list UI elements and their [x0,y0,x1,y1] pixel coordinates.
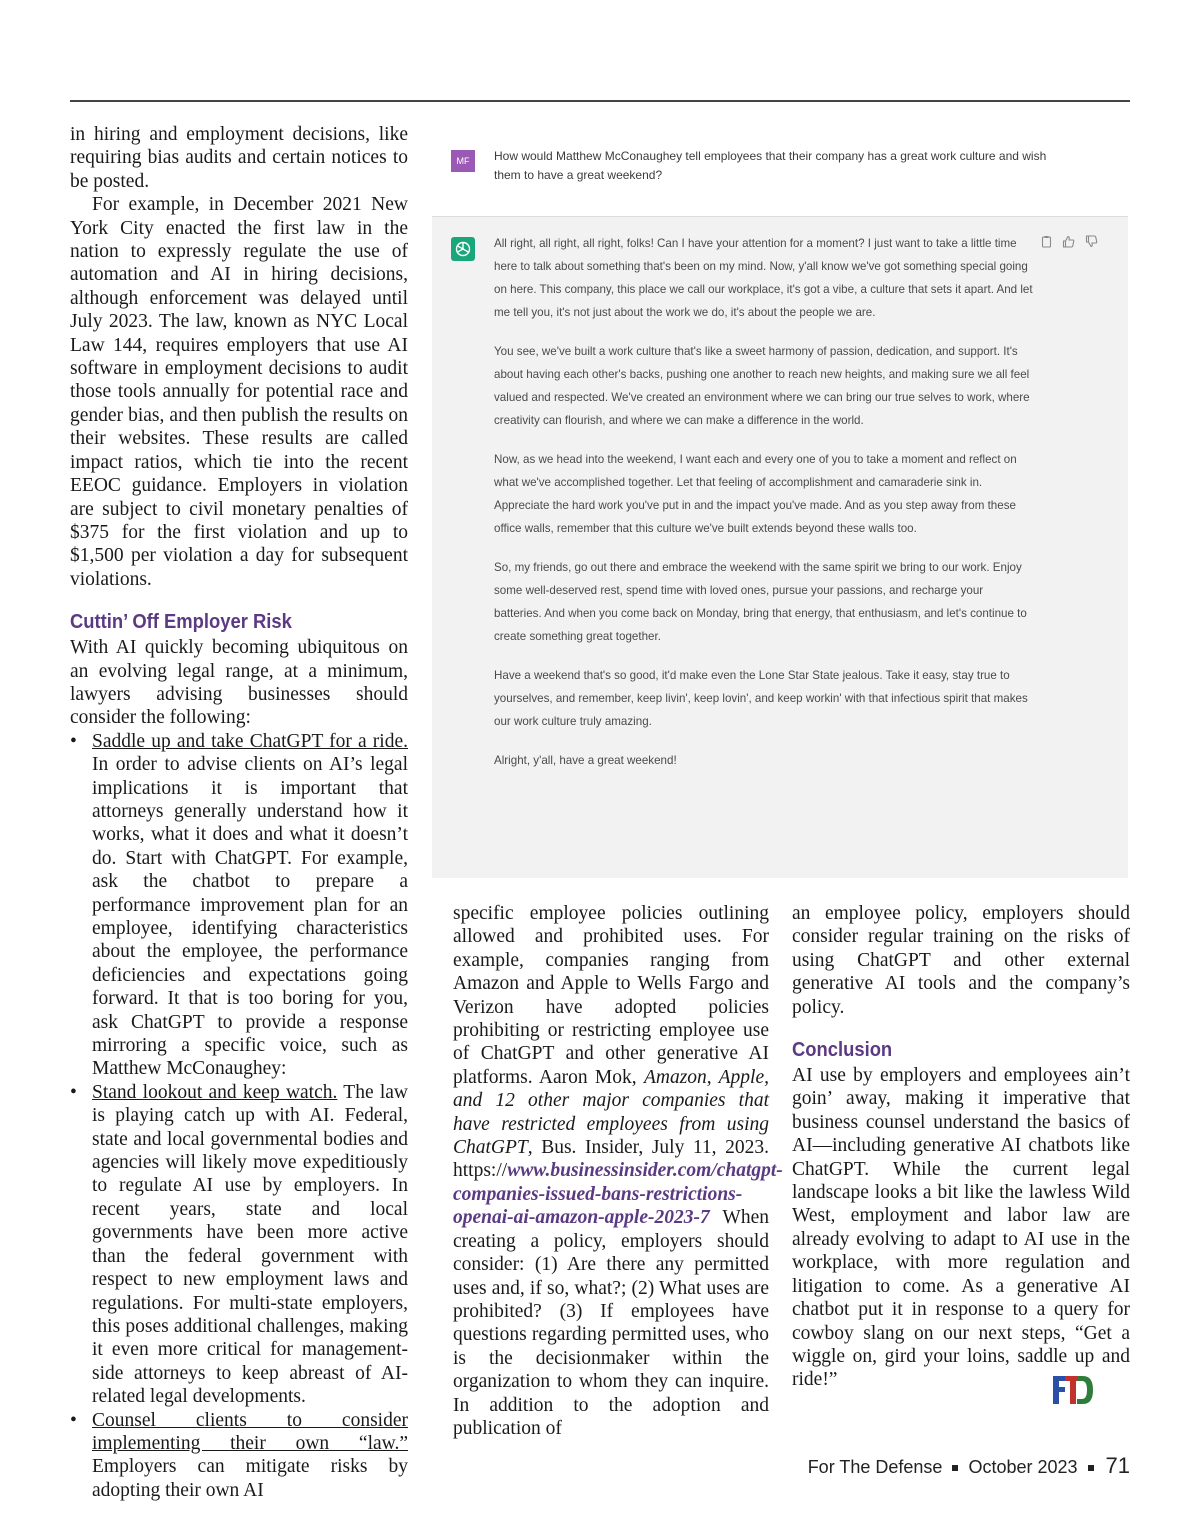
paragraph: With AI quickly becoming ubiquitous on an evolving legal range, at a minimum, lawyers advising businesses should consider the following: [70,637,408,729]
ftd-logo-icon [1051,1374,1095,1406]
column-2 [453,902,783,1440]
user-prompt [432,126,1128,217]
text-run: When creating a policy, employers should consider: (1) Are there any permitted uses and, if so, what?; (2) What uses are prohibited? (3) If employees have questions regarding permitted uses, who is the decisionmaker within the organization to whom they can inquire. In addition to the adoption and publication of [453,1207,769,1439]
bullet-text: Employers can mitigate risks by adopting their own AI [92,1456,408,1501]
separator-square-icon [1088,1465,1094,1471]
paragraph [453,902,783,1440]
list-item [70,1081,408,1409]
paragraph: an employee policy, employers should consider regular training on the risks of using ChatGPT and other external generative AI tools and the company’s policy. [792,903,1130,1018]
citation-link[interactable]: www.businessinsider.com/chatgpt-companies-issued-bans-restrictions-openai-ai-amazon-apple-2023-7 [453,1160,783,1229]
column-1 [70,123,408,1502]
chatgpt-screenshot [432,126,1128,878]
section-heading: Conclusion [792,1039,893,1062]
thumbs-down-icon[interactable] [1085,235,1098,248]
response-paragraph: Have a weekend that's so good, it'd make even the Lone Star State jealous. Take it easy, stay true to yourselves, and remember, keep livin', keep lovin', and keep workin' with that infectious spirit that makes our work culture truly amazing. [494,669,1028,728]
user-avatar: MF [451,150,475,172]
separator-square-icon [952,1465,958,1471]
bullet-list [70,730,408,1502]
thumbs-up-icon[interactable] [1062,235,1075,248]
page-number: 71 [1105,1453,1130,1478]
bullet-text: The law is playing catch up with AI. Federal, state and local governmental bodies and agencies will likely move expeditiously to regulate AI use by employers. In recent years, state and local governments have been more active than the federal government with respect to new employment laws and regulations. For multi-state employers, this poses additional challenges, making it even more critical for management-side attorneys to keep abreast of AI-related legal developments. [92,1081,408,1408]
response-paragraph: So, my friends, go out there and embrace the weekend with the same spirit we bring to our work. Enjoy some well-deserved rest, spend time with loved ones, pursue your passions, and recharge your batteries. And when you come back on Monday, bring that energy, that enthusiasm, and let's continue to create something great together. [494,561,1027,643]
column-3 [792,902,1130,1392]
response-paragraph: Alright, y'all, have a great weekend! [494,754,677,767]
page-footer [808,1453,1130,1479]
response-text [494,232,1034,788]
response-paragraph: You see, we've built a work culture that's like a sweet harmony of passion, dedication, and support. It's about having each other's backs, pushing one another to reach new heights, and making sure we all feel valued and respected. We've created an environment where we can bring our true selves to work, where creativity can flourish, and where we can make a difference in the world. [494,345,1030,427]
bullet-lead: Stand lookout and keep watch. [92,1081,338,1103]
top-rule [70,100,1130,102]
bullet-lead: Counsel clients to consider implementing their own “law.” [92,1409,408,1454]
publication-name: For The Defense [807,1457,943,1477]
section-heading: Cuttin’ Off Employer Risk [70,611,292,634]
paragraph: AI use by employers and employees ain’t goin’ away, making it imperative that business counsel understand the basics of AI—including generative AI chatbots like ChatGPT. While the current legal landscape looks a bit like the lawless Wild West, employment and labor law are already evolving to adapt to AI use in the workplace, with more regulation and litigation to come. As a generative AI chatbot put it in response to a query for cowboy slang on our next steps, “Get a wiggle on, gird your loins, saddle up and ride!” [792,1065,1130,1391]
text-run: , Bus. Insider, July 11, 2023. https:// [453,1137,769,1182]
assistant-response [432,217,1128,878]
copy-icon[interactable] [1040,235,1053,248]
citation-title: Amazon, Apple, and 12 other major companies that have restricted employees from using ChatGPT [453,1066,769,1159]
paragraph: For example, in December 2021 New York City enacted the first law in the nation to expressly regulate the use of automation and AI in hiring decisions, although enforcement was delayed until July 2023. The law, known as NYC Local Law 144, requires employers that use AI software in employment decisions to audit those tools annually for potential race and gender bias, and then publish the results on their websites. These results are called impact ratios, which tie into the recent EEOC guidance. Employers in violation are subject to civil monetary penalties of $375 for the first violation and up to $1,500 per violation a day for subsequent violations. [70,194,408,590]
response-paragraph: Now, as we head into the weekend, I want each and every one of you to take a moment and reflect on what we've accomplished together. Let that feeling of accomplishment and camaraderie sink in. Appreciate the hard work you've put in and the impact you've made. And as you step away from these office walls, remember that this culture we've built extends beyond these walls too. [494,453,1017,535]
list-item [70,730,408,1081]
list-item [70,1409,408,1503]
issue-date: October 2023 [968,1457,1078,1477]
response-paragraph: All right, all right, all right, folks! Can I have your attention for a moment? I just want to take a little time here to talk about something that's been on my mind. Now, y'all know we've got something special going on here. This company, this place we call our workplace, it's got a vibe, a culture that sets it apart. And let me tell you, it's not just about the work we do, it's about the people we are. [494,237,1033,319]
paragraph: in hiring and employment decisions, like requiring bias audits and certain notices to be posted. [70,124,408,192]
bullet-text: In order to advise clients on AI’s legal implications it is important that attorneys generally understand how it works, what it does and what it doesn’t do. Start with ChatGPT. For example, ask the chatbot to prepare a performance improvement plan for an employee, identifying characteristics about the employee, the performance deficiencies and expectations going forward. It that is too boring for you, ask ChatGPT to provide a response mirroring a specific voice, such as Matthew McConaughey: [92,754,408,1080]
text-run: specific employee policies outlining allowed and prohibited uses. For example, companies ranging from Amazon and Apple to Wells Fargo and Verizon have adopted policies prohibiting or restricting employee use of ChatGPT and other generative AI platforms. Aaron Mok, [453,903,769,1088]
chatgpt-logo-icon [451,237,475,261]
bullet-lead: Saddle up and take ChatGPT for a ride. [92,730,408,752]
prompt-text: How would Matthew McConaughey tell employees that their company has a great work culture and wish them to have a great weekend? [494,149,1047,182]
